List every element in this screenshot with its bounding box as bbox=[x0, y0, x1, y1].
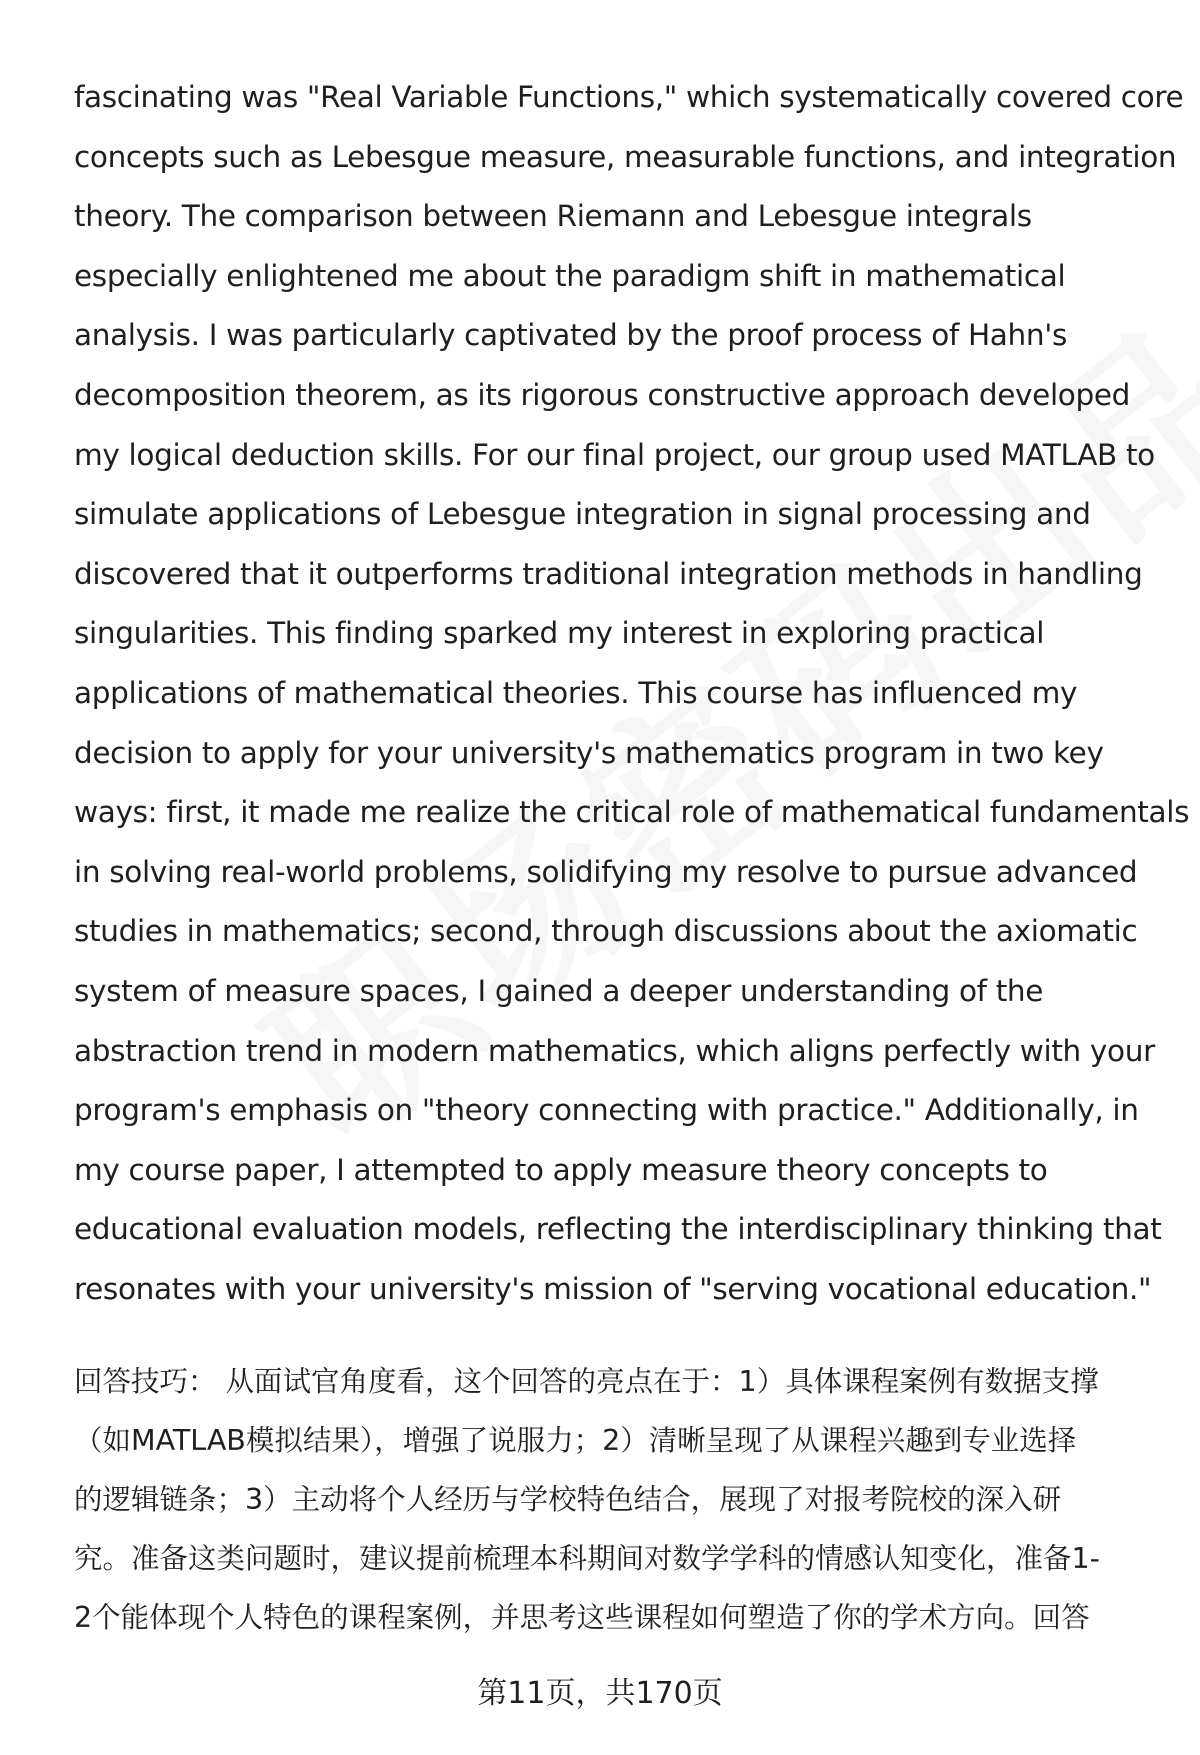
body-line: program's emphasis on "theory connecting with practice." Additionally, in bbox=[74, 1093, 1139, 1128]
body-line: decision to apply for your university's mathematics program in two key bbox=[74, 735, 1104, 770]
body-line: analysis. I was particularly captivated by the proof process of Hahn's bbox=[74, 318, 1068, 353]
body-line: educational evaluation models, reflecting the interdisciplinary thinking that bbox=[74, 1212, 1162, 1247]
tips-line: 究。准备这类问题时，建议提前梳理本科期间对数学学科的情感认知变化，准备1- bbox=[74, 1542, 1100, 1575]
body-line: fascinating was "Real Variable Functions," which systematically covered core bbox=[74, 80, 1184, 114]
tips-line: 回答技巧： 从面试官角度看，这个回答的亮点在于：1）具体课程案例有数据支撑 bbox=[74, 1365, 1099, 1398]
body-line: especially enlightened me about the paradigm shift in mathematical bbox=[74, 258, 1066, 293]
body-line: decomposition theorem, as its rigorous constructive approach developed bbox=[74, 377, 1131, 412]
body-line: resonates with your university's mission of "serving vocational education." bbox=[74, 1271, 1152, 1306]
body-line: discovered that it outperforms traditional integration methods in handling bbox=[74, 556, 1143, 591]
body-line: studies in mathematics; second, through discussions about the axiomatic bbox=[74, 914, 1138, 949]
tips-line: 2个能体现个人特色的课程案例，并思考这些课程如何塑造了你的学术方向。回答 bbox=[74, 1601, 1090, 1634]
body-line: ways: first, it made me realize the critical role of mathematical fundamentals bbox=[74, 795, 1190, 830]
body-line: in solving real-world problems, solidifying my resolve to pursue advanced bbox=[74, 854, 1138, 889]
tips-line: （如MATLAB模拟结果），增强了说服力；2）清晰呈现了从课程兴趣到专业选择 bbox=[74, 1424, 1077, 1457]
body-line: concepts such as Lebesgue measure, measurable functions, and integration bbox=[74, 139, 1177, 174]
body-line: simulate applications of Lebesgue integration in signal processing and bbox=[74, 497, 1091, 532]
body-line: singularities. This finding sparked my interest in exploring practical bbox=[74, 616, 1045, 651]
tips-line: 的逻辑链条；3）主动将个人经历与学校特色结合，展现了对报考院校的深入研 bbox=[74, 1483, 1062, 1516]
body-line: theory. The comparison between Riemann and Lebesgue integrals bbox=[74, 199, 1032, 234]
answer-tips bbox=[74, 1352, 1154, 1647]
page-number: 第11页，共170页 bbox=[477, 1676, 723, 1711]
body-paragraph bbox=[74, 68, 1190, 1319]
main-content bbox=[74, 68, 1190, 1319]
body-line: my course paper, I attempted to apply measure theory concepts to bbox=[74, 1152, 1048, 1187]
body-line: my logical deduction skills. For our final project, our group used MATLAB to bbox=[74, 437, 1155, 472]
body-line: system of measure spaces, I gained a deeper understanding of the bbox=[74, 973, 1044, 1008]
body-line: abstraction trend in modern mathematics, which aligns perfectly with your bbox=[74, 1033, 1155, 1068]
body-line: applications of mathematical theories. This course has influenced my bbox=[74, 675, 1078, 710]
